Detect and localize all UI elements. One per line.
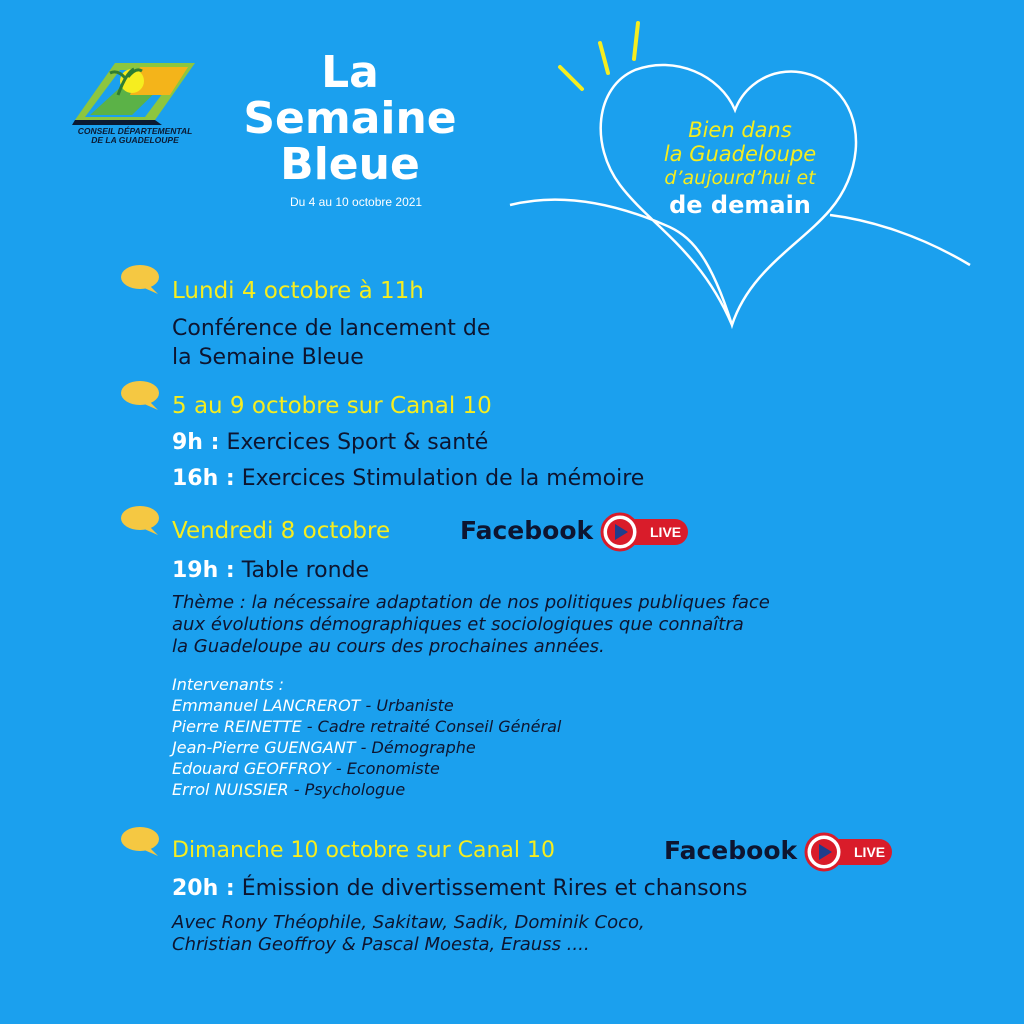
event1-heading: Lundi 4 octobre à 11h bbox=[172, 278, 424, 304]
event2-time1: 9h : bbox=[172, 430, 220, 455]
event3-theme bbox=[172, 592, 770, 658]
event4-facebook-label: Facebook bbox=[664, 836, 798, 865]
event4-guests bbox=[172, 912, 645, 956]
speaker-role: - Urbaniste bbox=[360, 696, 454, 715]
slogan-line1: Bien dans bbox=[688, 118, 792, 142]
guadeloupe-emblem-icon bbox=[70, 55, 200, 127]
speaker-name: Edouard GEOFFROY bbox=[172, 759, 331, 778]
speaker-role: - Cadre retraité Conseil Général bbox=[301, 717, 562, 736]
speaker-item bbox=[172, 758, 561, 779]
speaker-name: Emmanuel LANCREROT bbox=[172, 696, 361, 715]
speaker-item bbox=[172, 779, 561, 800]
logo-caption-line1: CONSEIL DÉPARTEMENTAL bbox=[77, 126, 193, 136]
event2-line2 bbox=[172, 466, 644, 491]
speaker-name: Pierre REINETTE bbox=[172, 717, 302, 736]
heart-slogan bbox=[620, 118, 860, 220]
event3-time: 19h : bbox=[172, 558, 235, 583]
title-line1: La bbox=[321, 47, 379, 98]
event4-time: 20h : bbox=[172, 876, 235, 901]
event3-heading: Vendredi 8 octobre bbox=[172, 518, 391, 544]
speaker-name: Errol NUISSIER bbox=[172, 780, 289, 799]
speech-bubble-icon bbox=[120, 380, 160, 412]
speaker-name: Jean-Pierre GUENGANT bbox=[172, 738, 356, 757]
speaker-role: - Psychologue bbox=[288, 780, 406, 799]
live-label: LIVE bbox=[650, 524, 682, 540]
event3-facebook-label: Facebook bbox=[460, 516, 594, 545]
event-title bbox=[225, 47, 475, 190]
slogan-line3: d’aujourd’hui et bbox=[664, 167, 816, 189]
event2-time2: 16h : bbox=[172, 466, 235, 491]
event4-guests-line2: Christian Geoffroy & Pascal Moesta, Erauss .... bbox=[172, 934, 590, 955]
speaker-item bbox=[172, 716, 561, 737]
event4-guests-line1: Avec Rony Théophile, Sakitaw, Sadik, Dominik Coco, bbox=[172, 912, 645, 933]
speaker-role: - Economiste bbox=[330, 759, 440, 778]
event2-text2: Exercices Stimulation de la mémoire bbox=[241, 466, 645, 491]
title-line3: Bleue bbox=[280, 139, 420, 190]
event2-text1: Exercices Sport & santé bbox=[226, 430, 489, 455]
speaker-item bbox=[172, 695, 561, 716]
event3-subtitle bbox=[172, 558, 369, 583]
speech-bubble-icon bbox=[120, 826, 160, 858]
speaker-item bbox=[172, 737, 561, 758]
live-label: LIVE bbox=[854, 844, 886, 860]
event3-subtitle-text: Table ronde bbox=[241, 558, 370, 583]
speech-bubble-icon bbox=[120, 264, 160, 296]
speaker-role: - Démographe bbox=[355, 738, 476, 757]
slogan-line2: la Guadeloupe bbox=[663, 142, 817, 166]
event3-theme-line1: Thème : la nécessaire adaptation de nos politiques publiques face bbox=[172, 592, 770, 613]
event3-theme-line3: la Guadeloupe au cours des prochaines années. bbox=[172, 636, 605, 657]
speech-bubble-icon bbox=[120, 505, 160, 537]
logo-caption bbox=[70, 127, 200, 145]
speakers-label: Intervenants : bbox=[172, 675, 285, 694]
event2-line1 bbox=[172, 430, 488, 455]
event3-speakers bbox=[172, 674, 561, 800]
event1-line1: Conférence de lancement de bbox=[172, 316, 491, 341]
facebook-live-badge bbox=[804, 832, 894, 872]
logo-caption-line2: DE LA GUADELOUPE bbox=[91, 135, 179, 145]
event2-heading: 5 au 9 octobre sur Canal 10 bbox=[172, 393, 492, 419]
title-line2: Semaine bbox=[243, 93, 457, 144]
event3-theme-line2: aux évolutions démographiques et sociologiques que connaîtra bbox=[172, 614, 744, 635]
event-dates: Du 4 au 10 octobre 2021 bbox=[290, 195, 423, 209]
event1-description bbox=[172, 314, 490, 372]
event4-heading: Dimanche 10 octobre sur Canal 10 bbox=[172, 838, 555, 863]
departement-logo bbox=[70, 55, 200, 155]
event4-subtitle bbox=[172, 876, 747, 901]
slogan-line4: de demain bbox=[669, 191, 811, 219]
event1-line2: la Semaine Bleue bbox=[172, 345, 364, 370]
facebook-live-badge bbox=[600, 512, 690, 552]
event4-subtitle-text: Émission de divertissement Rires et chansons bbox=[241, 876, 748, 901]
